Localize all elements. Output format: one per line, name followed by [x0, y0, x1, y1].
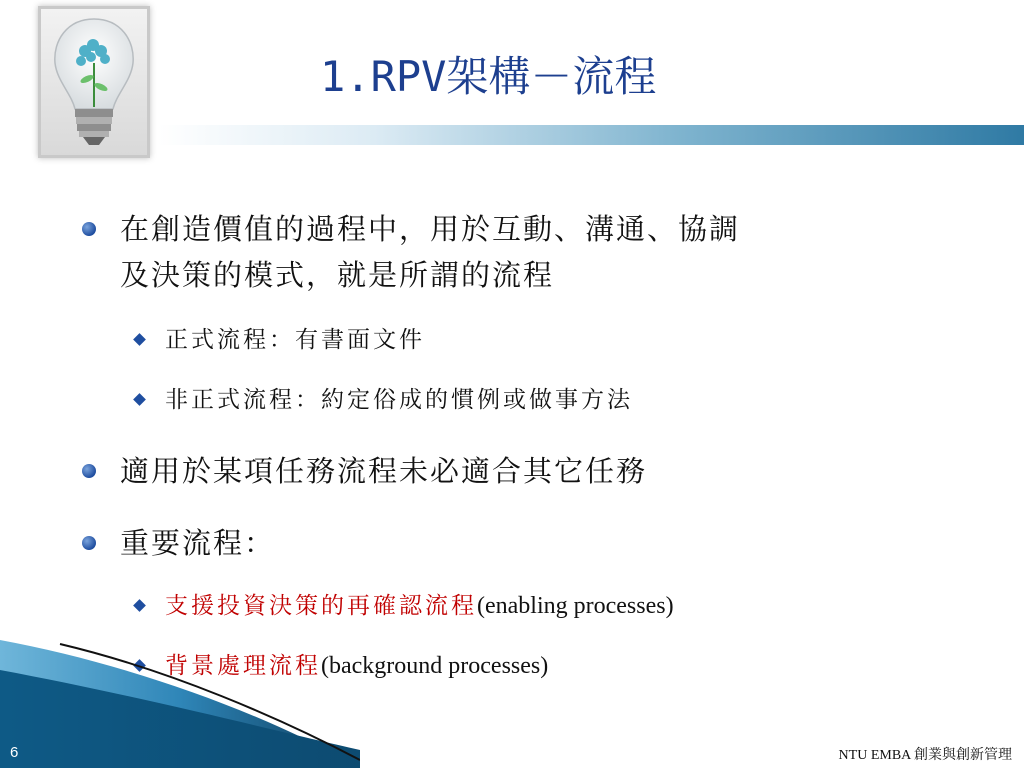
page-title: 1.RPV架構－流程 [320, 52, 657, 101]
bullet-item-continuation [120, 252, 554, 298]
bullet-text: 在創造價值的過程中，用於互動、溝通、協調 [120, 212, 741, 246]
bullet-item [120, 448, 647, 494]
bullet-text: 及決策的模式，就是所謂的流程 [120, 258, 555, 292]
bullet-text: 重要流程： [120, 526, 276, 560]
diamond-bullet-icon [133, 393, 146, 406]
highlighted-text: 支援投資決策的再確認流程 [165, 593, 477, 619]
footer-text: NTU EMBA 創業與創新管理 [838, 748, 1012, 763]
highlighted-text: 背景處理流程 [165, 653, 321, 679]
page-number: 6 [10, 744, 19, 761]
sub-bullet-text: 正式流程：有書面文件 [165, 327, 425, 353]
bullet-item [120, 206, 740, 252]
round-bullet-icon [82, 536, 96, 550]
bullet-item [120, 520, 275, 566]
round-bullet-icon [82, 222, 96, 236]
english-term: (background processes) [321, 653, 549, 679]
sub-bullet-item [165, 324, 425, 356]
round-bullet-icon [82, 464, 96, 478]
bullet-text: 適用於某項任務流程未必適合其它任務 [120, 454, 648, 488]
diamond-bullet-icon [133, 333, 146, 346]
footer-wave-decoration [0, 600, 1024, 768]
sub-bullet-item [165, 384, 633, 416]
english-term: (enabling processes) [477, 593, 674, 619]
sub-bullet-text: 非正式流程：約定俗成的慣例或做事方法 [165, 387, 633, 413]
